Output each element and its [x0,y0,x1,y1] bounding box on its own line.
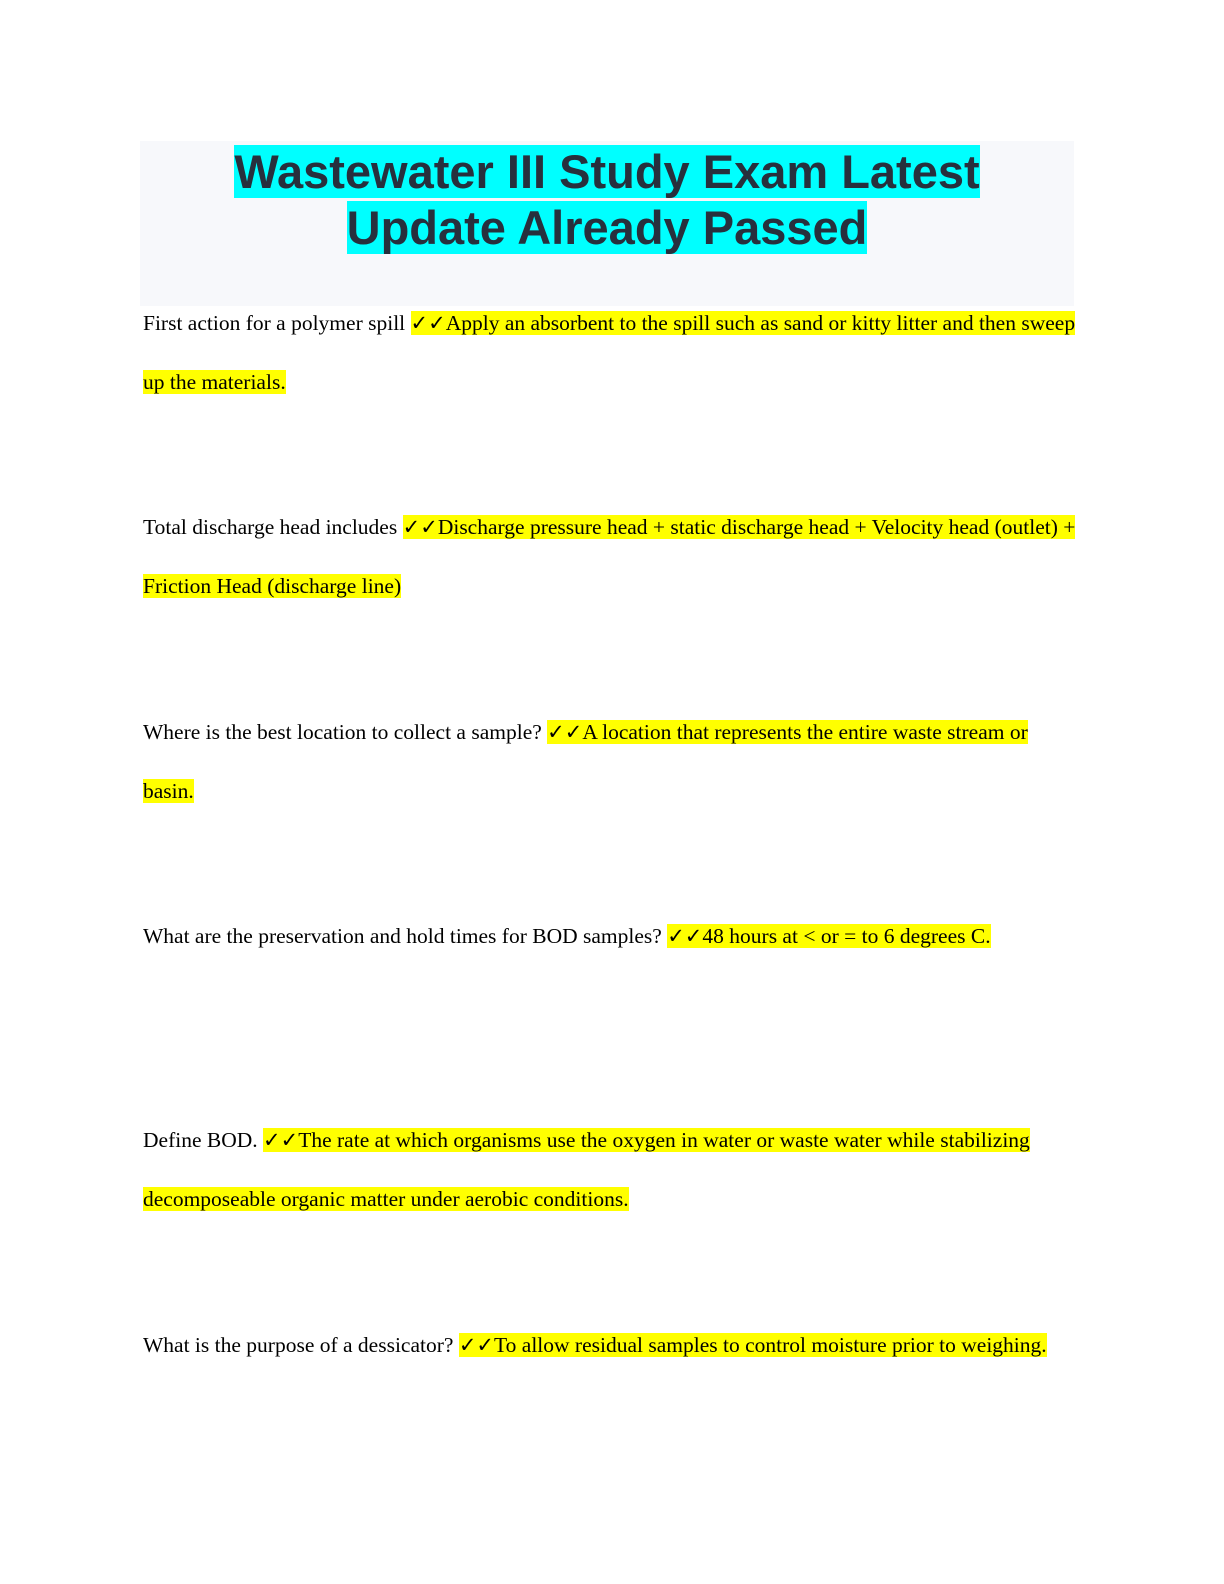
question-text: What are the preservation and hold times for BOD samples? [143,924,662,948]
answer-text: Apply an absorbent to the spill such as sand or kitty litter and then sweep up the materials. [143,311,1076,394]
qa-item-2 [143,498,1083,616]
qa-item-3 [143,703,1083,821]
qa-item-1 [143,294,1083,412]
double-check-icon: ✓✓ [667,924,703,948]
title-block [140,141,1074,306]
title-line-1: Wastewater III Study Exam Latest [234,145,980,198]
page-title [140,141,1074,256]
question-text: Where is the best location to collect a sample? [143,720,542,744]
double-check-icon: ✓✓ [263,1128,299,1152]
answer-highlight [459,1333,1047,1357]
answer-text: To allow residual samples to control moisture prior to weighing. [494,1333,1047,1357]
question-text: First action for a polymer spill [143,311,406,335]
question-text: Define BOD. [143,1128,258,1152]
question-text: What is the purpose of a dessicator? [143,1333,454,1357]
qa-item-6 [143,1316,1083,1375]
answer-text: A location that represents the entire waste stream or basin. [143,720,1028,803]
double-check-icon: ✓✓ [458,1333,495,1357]
qa-item-5 [143,1111,1083,1229]
answer-text: The rate at which organisms use the oxygen in water or waste water while stabilizing decomposeable organic matter under aerobic conditions. [143,1128,1030,1211]
answer-text: 48 hours at < or = to 6 degrees C. [702,924,991,948]
answer-highlight [143,1128,1030,1211]
question-text: Total discharge head includes [143,515,398,539]
double-check-icon: ✓✓ [547,720,583,744]
title-line-2: Update Already Passed [346,201,868,254]
answer-text: Discharge pressure head + static discharge head + Velocity head (outlet) + Friction Head (discharge line) [143,515,1076,598]
answer-highlight [667,924,990,948]
qa-item-4 [143,907,1083,966]
double-check-icon: ✓✓ [410,311,446,335]
double-check-icon: ✓✓ [402,515,438,539]
